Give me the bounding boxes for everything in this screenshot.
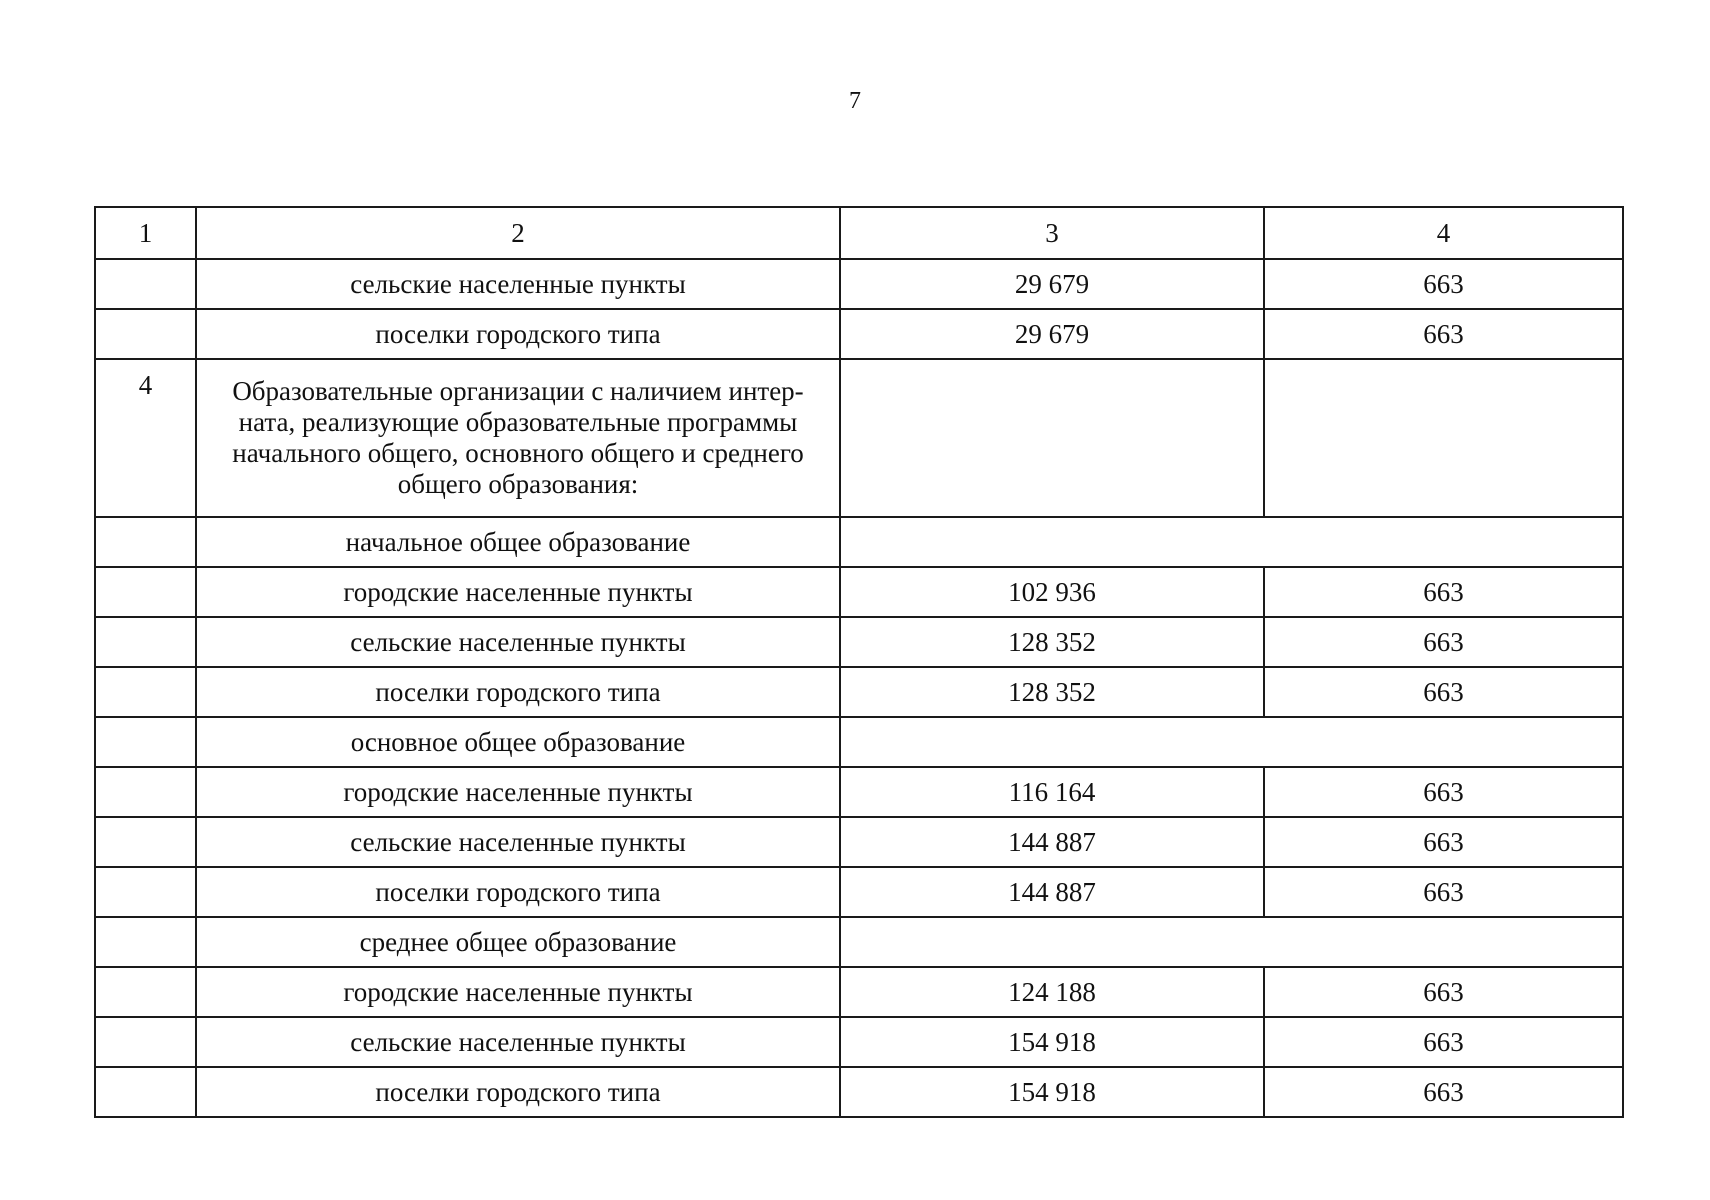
row-number-cell: [95, 667, 196, 717]
table-row: [95, 767, 1623, 817]
subsection-row: [95, 717, 1623, 767]
header-cell-3: 3: [840, 207, 1264, 259]
row-value-cell: 128 352: [840, 617, 1264, 667]
subsection-title-cell: основное общее образование: [196, 717, 840, 767]
table-row: [95, 867, 1623, 917]
subsection-title-cell: среднее общее образование: [196, 917, 840, 967]
row-value-cell: [840, 359, 1264, 517]
row-number-cell: [95, 1067, 196, 1117]
table-row: [95, 667, 1623, 717]
row-number-cell: [95, 309, 196, 359]
section-row: [95, 359, 1623, 517]
data-table: [94, 206, 1624, 1118]
row-label-cell: поселки городского типа: [196, 309, 840, 359]
section-title-cell: Образовательные организации с наличием интер-ната, реализующие образовательные программы начального общего, основного общего и среднего общего образования:: [196, 359, 840, 517]
row-label-cell: городские населенные пункты: [196, 967, 840, 1017]
row-label-cell: поселки городского типа: [196, 667, 840, 717]
row-code-cell: 663: [1264, 967, 1623, 1017]
row-value-cell: 116 164: [840, 767, 1264, 817]
table-row: [95, 617, 1623, 667]
row-number-cell: [95, 717, 196, 767]
row-code-cell: 663: [1264, 817, 1623, 867]
row-code-cell: 663: [1264, 1017, 1623, 1067]
subsection-empty-cell: [840, 917, 1623, 967]
row-value-cell: 154 918: [840, 1067, 1264, 1117]
header-cell-1: 1: [95, 207, 196, 259]
row-number-cell: [95, 767, 196, 817]
row-number-cell: [95, 259, 196, 309]
row-value-cell: 29 679: [840, 309, 1264, 359]
row-number-cell: [95, 1017, 196, 1067]
row-code-cell: 663: [1264, 1067, 1623, 1117]
subsection-title-cell: начальное общее образование: [196, 517, 840, 567]
row-code-cell: 663: [1264, 767, 1623, 817]
row-code-cell: 663: [1264, 259, 1623, 309]
row-label-cell: сельские населенные пункты: [196, 1017, 840, 1067]
row-number-cell: [95, 967, 196, 1017]
table-row: [95, 967, 1623, 1017]
row-code-cell: 663: [1264, 567, 1623, 617]
subsection-row: [95, 917, 1623, 967]
row-code-cell: 663: [1264, 617, 1623, 667]
table-row: [95, 567, 1623, 617]
row-code-cell: [1264, 359, 1623, 517]
header-cell-2: 2: [196, 207, 840, 259]
row-label-cell: сельские населенные пункты: [196, 259, 840, 309]
row-label-cell: городские населенные пункты: [196, 767, 840, 817]
table-row: [95, 817, 1623, 867]
header-cell-4: 4: [1264, 207, 1623, 259]
table-row: [95, 259, 1623, 309]
row-value-cell: 102 936: [840, 567, 1264, 617]
row-number-cell: [95, 867, 196, 917]
subsection-empty-cell: [840, 517, 1623, 567]
table-header-row: [95, 207, 1623, 259]
row-number-cell: [95, 567, 196, 617]
row-number-cell: 4: [95, 359, 196, 517]
subsection-empty-cell: [840, 717, 1623, 767]
row-label-cell: городские населенные пункты: [196, 567, 840, 617]
row-number-cell: [95, 817, 196, 867]
row-value-cell: 29 679: [840, 259, 1264, 309]
row-value-cell: 124 188: [840, 967, 1264, 1017]
row-value-cell: 154 918: [840, 1017, 1264, 1067]
table-row: [95, 309, 1623, 359]
row-label-cell: сельские населенные пункты: [196, 617, 840, 667]
row-code-cell: 663: [1264, 667, 1623, 717]
row-number-cell: [95, 917, 196, 967]
row-number-cell: [95, 617, 196, 667]
page-number: 7: [849, 88, 861, 114]
row-value-cell: 144 887: [840, 867, 1264, 917]
row-code-cell: 663: [1264, 867, 1623, 917]
subsection-row: [95, 517, 1623, 567]
table-row: [95, 1017, 1623, 1067]
row-value-cell: 128 352: [840, 667, 1264, 717]
row-label-cell: поселки городского типа: [196, 1067, 840, 1117]
table-row: [95, 1067, 1623, 1117]
row-label-cell: сельские населенные пункты: [196, 817, 840, 867]
row-value-cell: 144 887: [840, 817, 1264, 867]
row-label-cell: поселки городского типа: [196, 867, 840, 917]
row-code-cell: 663: [1264, 309, 1623, 359]
row-number-cell: [95, 517, 196, 567]
